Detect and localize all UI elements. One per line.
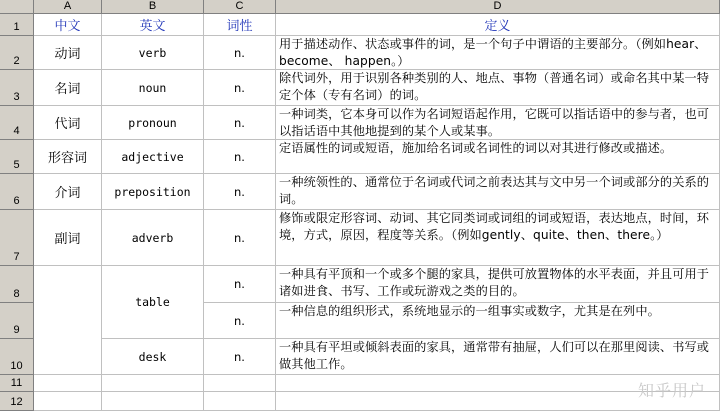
cell-part-of-speech[interactable]	[204, 392, 276, 411]
cell-english[interactable]: adjective	[102, 140, 204, 174]
cell-part-of-speech[interactable]: n.	[204, 70, 276, 106]
cell-definition[interactable]: 一种具有平坦或倾斜表面的家具，通常带有抽屉，人们可以在那里阅读、书写或做其他工作。	[276, 339, 720, 375]
cell-chinese[interactable]	[34, 375, 102, 392]
cell-definition[interactable]: 定语属性的词或短语，施加给名词或名词性的词以对其进行修改或描述。	[276, 140, 720, 174]
cell-part-of-speech[interactable]: n.	[204, 210, 276, 266]
column-header-b[interactable]: B	[102, 0, 204, 14]
cell-english[interactable]	[102, 375, 204, 392]
row-header[interactable]: 9	[0, 303, 34, 339]
column-header-a[interactable]: A	[34, 0, 102, 14]
merged-cell-english-table[interactable]: table	[102, 266, 204, 339]
cell-part-of-speech[interactable]: n.	[204, 174, 276, 210]
cell-chinese[interactable]: 介词	[34, 174, 102, 210]
row-header[interactable]: 7	[0, 210, 34, 266]
cell-definition[interactable]: 除代词外，用于识别各种类别的人、地点、事物（普通名词）或命名其中某一特定个体（专有名词）的词。	[276, 70, 720, 106]
cell-english[interactable]: pronoun	[102, 106, 204, 140]
cell-english[interactable]: preposition	[102, 174, 204, 210]
cell-english[interactable]: desk	[102, 339, 204, 375]
row-header[interactable]: 1	[0, 14, 34, 36]
row-header[interactable]: 12	[0, 392, 34, 411]
row-header[interactable]: 8	[0, 266, 34, 303]
cell-part-of-speech[interactable]: n.	[204, 266, 276, 303]
cell-chinese[interactable]: 动词	[34, 36, 102, 70]
cell-chinese[interactable]: 副词	[34, 210, 102, 266]
row-header[interactable]: 5	[0, 140, 34, 174]
row-header[interactable]: 10	[0, 339, 34, 375]
cell-definition[interactable]: 修饰或限定形容词、动词、其它同类词或词组的词或短语，表达地点，时间，环境，方式，原因，程度等关系。（例如gently、quite、then、there。）	[276, 210, 720, 266]
watermark-text: 知乎用户	[637, 381, 706, 400]
row-header[interactable]: 6	[0, 174, 34, 210]
cell-definition[interactable]: 一种词类，它本身可以作为名词短语起作用，它既可以指话语中的参与者，也可以指话语中其他地提到的某个人或某事。	[276, 106, 720, 140]
cell-part-of-speech[interactable]	[204, 375, 276, 392]
header-cell-part-of-speech[interactable]: 词性	[204, 14, 276, 36]
cell-part-of-speech[interactable]: n.	[204, 339, 276, 375]
header-cell-chinese[interactable]: 中文	[34, 14, 102, 36]
cell-part-of-speech[interactable]: n.	[204, 140, 276, 174]
header-cell-english[interactable]: 英文	[102, 14, 204, 36]
cell-chinese[interactable]: 形容词	[34, 140, 102, 174]
cell-definition[interactable]: 用于描述动作、状态或事件的词，是一个句子中谓语的主要部分。（例如hear、become、 happen。）	[276, 36, 720, 70]
cell-english[interactable]: adverb	[102, 210, 204, 266]
cell-part-of-speech[interactable]: n.	[204, 303, 276, 339]
row-header[interactable]: 11	[0, 375, 34, 392]
column-header-d[interactable]: D	[276, 0, 720, 14]
row-header[interactable]: 4	[0, 106, 34, 140]
cell-definition[interactable]: 一种具有平顶和一个或多个腿的家具，提供可放置物体的水平表面，并且可用于诸如进食、书写、工作或玩游戏之类的目的。	[276, 266, 720, 303]
cell-chinese[interactable]	[34, 392, 102, 411]
cell-part-of-speech[interactable]: n.	[204, 36, 276, 70]
row-header[interactable]: 2	[0, 36, 34, 70]
header-cell-definition[interactable]: 定义	[276, 14, 720, 36]
merged-cell-chinese[interactable]	[34, 266, 102, 375]
cell-chinese[interactable]: 名词	[34, 70, 102, 106]
row-header[interactable]: 3	[0, 70, 34, 106]
select-all-corner[interactable]	[0, 0, 34, 14]
cell-definition[interactable]: 一种统领性的、通常位于名词或代词之前表达其与文中另一个词或部分的关系的词。	[276, 174, 720, 210]
cell-chinese[interactable]: 代词	[34, 106, 102, 140]
cell-english[interactable]: verb	[102, 36, 204, 70]
cell-part-of-speech[interactable]: n.	[204, 106, 276, 140]
column-header-c[interactable]: C	[204, 0, 276, 14]
cell-english[interactable]	[102, 392, 204, 411]
cell-definition[interactable]: 一种信息的组织形式，系统地显示的一组事实或数字，尤其是在列中。	[276, 303, 720, 339]
cell-english[interactable]: noun	[102, 70, 204, 106]
